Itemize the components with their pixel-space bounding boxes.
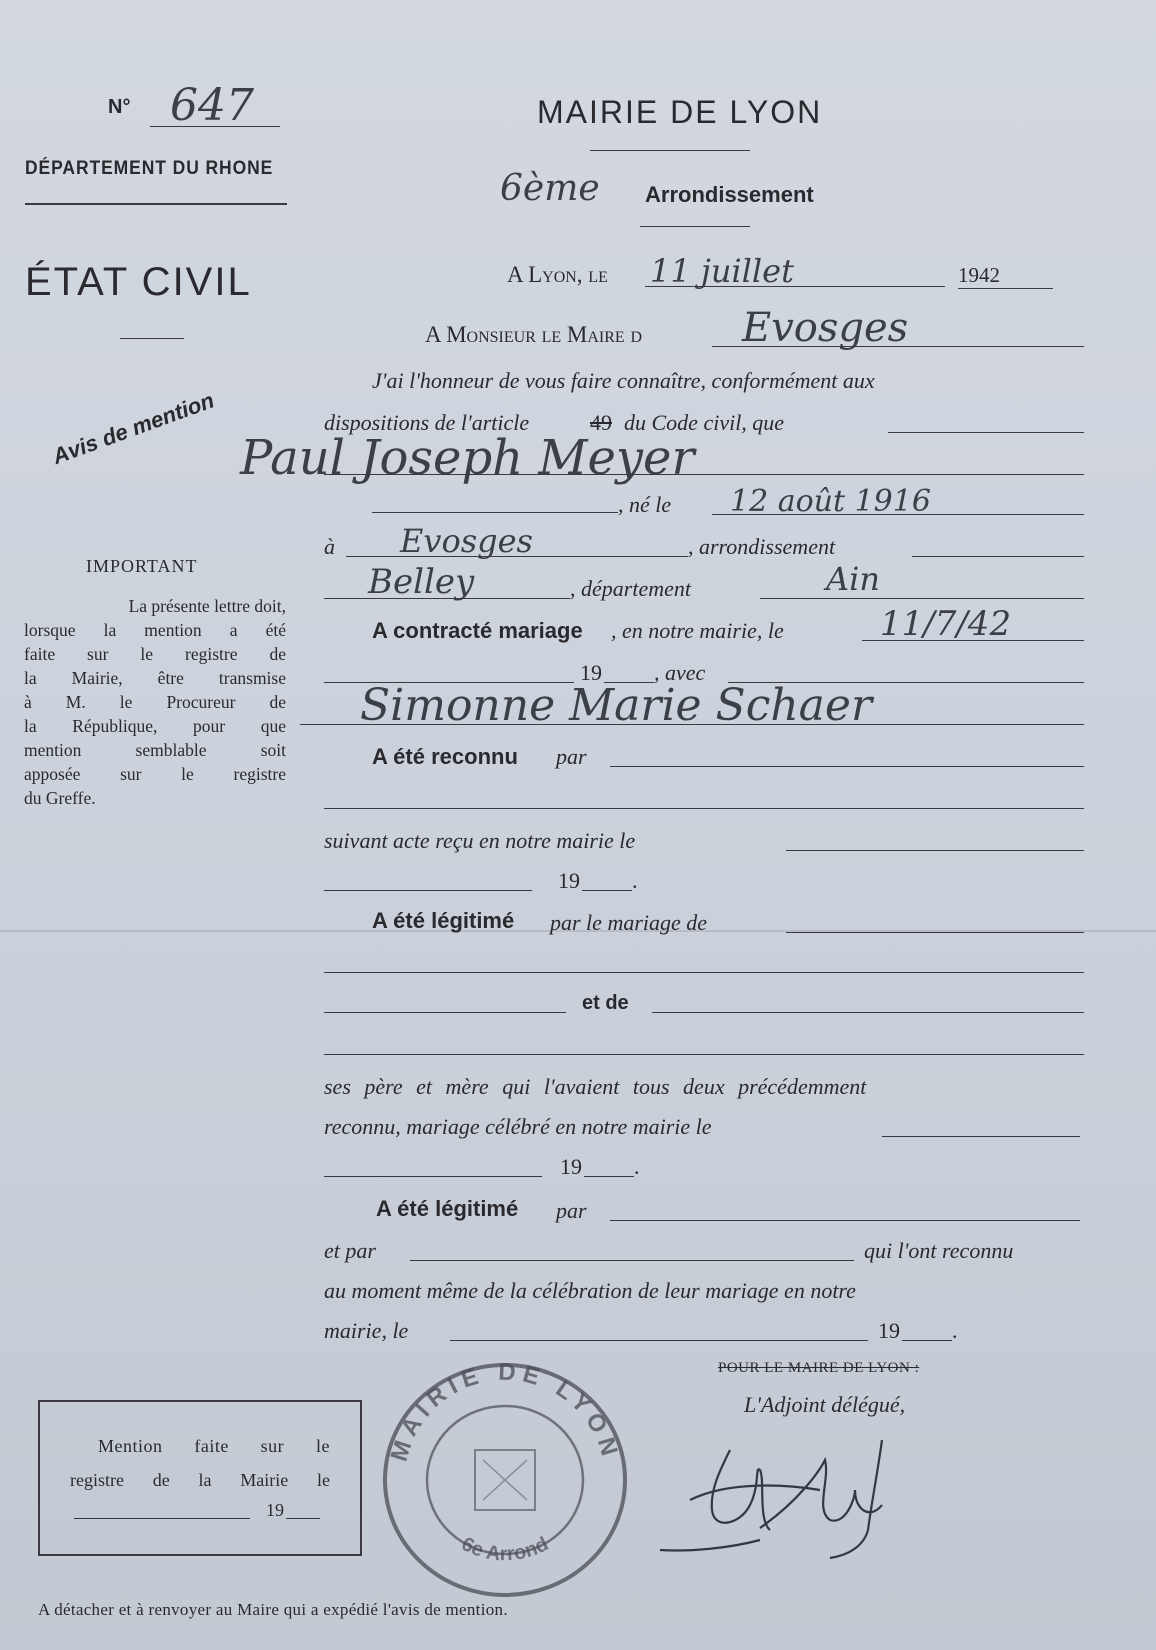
body-qui-ont: qui l'ont reconnu xyxy=(864,1238,1014,1263)
field-line xyxy=(582,890,632,891)
field-line xyxy=(410,1260,854,1261)
pour-le-maire: POUR LE MAIRE DE LYON : xyxy=(718,1360,920,1376)
field-line xyxy=(882,1136,1080,1137)
body-arrondissement: , arrondissement xyxy=(688,534,836,559)
addressee-field-line xyxy=(712,346,1084,347)
body-ses-peres: ses père et mère qui l'avaient tous deux précédemment xyxy=(324,1074,867,1099)
important-line: faite sur le registre de xyxy=(24,644,286,664)
addressee-label: A Monsieur le Maire d xyxy=(425,322,643,347)
body-du-code: du Code civil, que xyxy=(624,410,785,435)
field-line xyxy=(324,474,1084,475)
field-line xyxy=(760,598,1084,599)
body-departement: , département xyxy=(570,576,691,601)
departement-name: Ain xyxy=(826,560,880,598)
important-line: La présente lettre doit, xyxy=(128,596,286,616)
numero-label: N° xyxy=(108,96,131,118)
body-mairie-le: mairie, le xyxy=(324,1318,409,1343)
body-article: 49 xyxy=(590,410,612,435)
numero-value: 647 xyxy=(170,80,254,131)
field-line xyxy=(346,556,688,557)
important-line: mention semblable soit xyxy=(24,740,286,760)
field-line xyxy=(610,1220,1080,1221)
field-line xyxy=(712,514,1084,515)
date-year: 1942 xyxy=(958,263,1000,287)
date-value: 11 juillet xyxy=(650,252,794,290)
dot: . xyxy=(634,1154,640,1179)
year-19: 19 xyxy=(560,1154,582,1179)
body-et-par: et par xyxy=(324,1238,376,1263)
header-divider xyxy=(25,203,287,205)
field-line xyxy=(324,1176,542,1177)
legitime-label: A été légitimé xyxy=(372,908,515,933)
field-line xyxy=(610,766,1084,767)
important-title: IMPORTANT xyxy=(86,556,198,576)
field-line xyxy=(912,556,1084,557)
year-field-line xyxy=(958,288,1053,289)
birth-date: 12 août 1916 xyxy=(730,484,931,519)
departement-label: DÉPARTEMENT DU RHONE xyxy=(25,158,274,179)
contracte-rest: , en notre mairie, le xyxy=(611,618,784,643)
year-19: 19 xyxy=(878,1318,900,1343)
field-line xyxy=(902,1340,952,1341)
footer-note: A détacher et à renvoyer au Maire qui a expédié l'avis de mention. xyxy=(38,1600,508,1619)
important-line: du Greffe. xyxy=(24,788,96,808)
important-line: la Mairie, être transmise xyxy=(24,668,286,688)
field-line xyxy=(324,890,532,891)
year-19: 19 xyxy=(558,868,580,893)
field-line xyxy=(450,1340,868,1341)
svg-text:MAIRIE DE LYON xyxy=(386,1359,625,1465)
reconnu-label: A été reconnu xyxy=(372,744,518,769)
field-line xyxy=(862,640,1084,641)
field-line xyxy=(584,1176,634,1177)
body-par-2: par xyxy=(556,1198,587,1223)
mairie-divider xyxy=(590,150,750,151)
numero-line xyxy=(150,126,280,127)
body-reconnu-mariage: reconnu, mariage célébré en notre mairie le xyxy=(324,1114,712,1139)
important-line: la République, pour que xyxy=(24,716,286,736)
legitime-label-2: A été légitimé xyxy=(376,1196,519,1221)
important-line: lorsque la mention a été xyxy=(24,620,286,640)
mention-line-2: registre de la Mairie le xyxy=(70,1470,330,1490)
important-text xyxy=(24,594,286,810)
etat-civil-title: ÉTAT CIVIL xyxy=(25,260,252,304)
arrondissement-label: Arrondissement xyxy=(645,182,814,207)
stamp-text: MAIRIE DE LYON xyxy=(385,1358,625,1465)
important-line: apposée sur le registre xyxy=(24,764,286,784)
svg-text:6e Arrond xyxy=(458,1533,552,1565)
field-line xyxy=(372,512,618,513)
adjoint-delegue: L'Adjoint délégué, xyxy=(744,1392,906,1417)
date-field-line xyxy=(645,286,945,287)
field-line xyxy=(324,1054,1084,1055)
mention-box xyxy=(38,1400,362,1556)
arrondissement-name: Belley xyxy=(368,562,475,602)
body-a: à xyxy=(324,534,335,559)
etat-civil-divider xyxy=(120,338,184,339)
field-line xyxy=(786,932,1084,933)
mention-year: 19 xyxy=(266,1500,284,1520)
body-avec: , avec xyxy=(654,660,706,685)
year-19: 19 xyxy=(580,660,602,685)
field-line xyxy=(786,850,1084,851)
field-line xyxy=(324,972,1084,973)
date-label: A Lyon, le xyxy=(507,262,608,287)
mairie-stamp xyxy=(375,1355,635,1605)
body-et-de: et de xyxy=(582,992,629,1014)
body-par-mariage: par le mariage de xyxy=(550,910,708,935)
body-intro: J'ai l'honneur de vous faire connaître, conformément aux xyxy=(372,368,875,393)
body-ne-le: , né le xyxy=(618,492,672,517)
body-par: par xyxy=(556,744,587,769)
mairie-title: MAIRIE DE LYON xyxy=(537,94,823,130)
body-dispositions: dispositions de l'article xyxy=(324,410,530,435)
mention-date-line xyxy=(74,1518,250,1519)
mention-year-line xyxy=(286,1518,320,1519)
field-line xyxy=(324,1012,566,1013)
body-au-moment: au moment même de la célébration de leur mariage en notre xyxy=(324,1278,856,1303)
stamp-subtext: 6e Arrond xyxy=(457,1532,553,1566)
marriage-date: 11/7/42 xyxy=(880,604,1012,644)
arrondissement-divider xyxy=(640,226,750,227)
field-line xyxy=(888,432,1084,433)
field-line xyxy=(652,1012,1084,1013)
mention-line-1: Mention faite sur le xyxy=(98,1436,330,1456)
dot: . xyxy=(952,1318,958,1343)
addressee-value: Evosges xyxy=(742,305,909,351)
birth-place: Evosges xyxy=(400,522,533,560)
avis-de-mention: Avis de mention xyxy=(49,387,218,470)
body-suivant: suivant acte reçu en notre mairie le xyxy=(324,828,636,853)
spouse-name: Simonne Marie Schaer xyxy=(360,680,872,731)
contracte-label: A contracté mariage xyxy=(372,618,583,643)
dot: . xyxy=(632,868,638,893)
person-name: Paul Joseph Meyer xyxy=(240,430,695,486)
important-line: à M. le Procureur de xyxy=(24,692,286,712)
field-line xyxy=(324,808,1084,809)
arrondissement-value: 6ème xyxy=(500,168,600,209)
field-line xyxy=(300,724,1084,725)
signature-scribble xyxy=(650,1410,950,1560)
field-line xyxy=(324,598,570,599)
